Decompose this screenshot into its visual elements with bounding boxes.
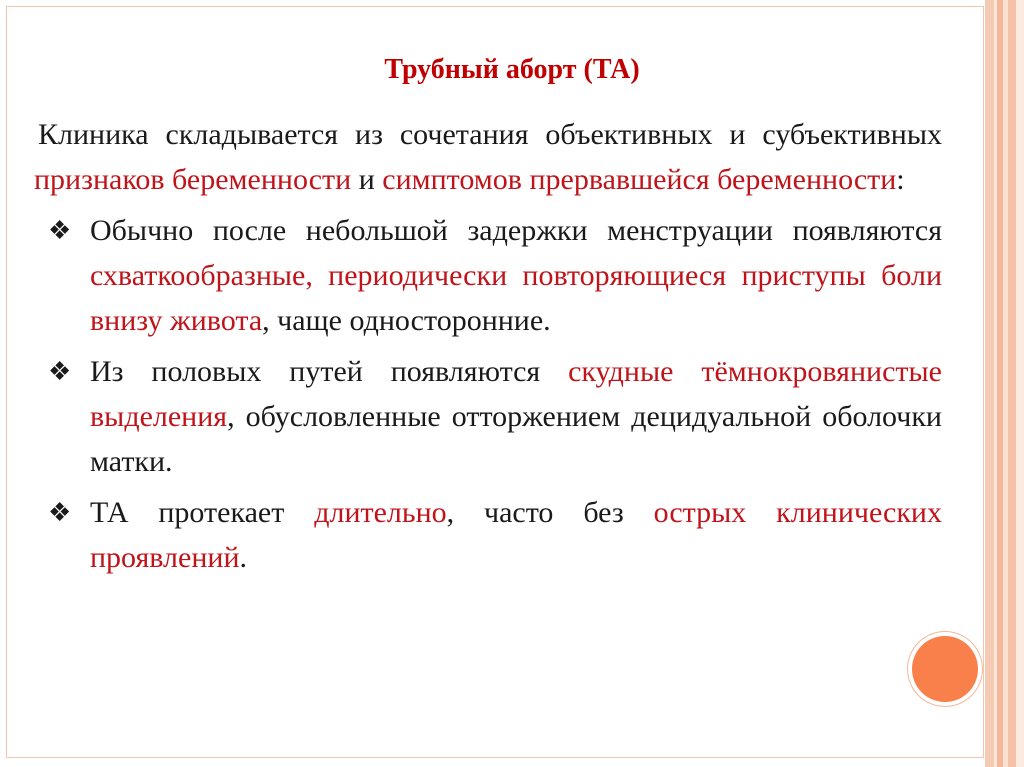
bullet-highlight: длительно — [314, 496, 447, 529]
slide-content — [34, 112, 942, 580]
decor-stripe — [1016, 0, 1024, 767]
diamond-bullet-icon: ❖ — [48, 498, 72, 527]
bullet-highlight: острых клинических проявлений — [90, 496, 942, 574]
diamond-bullet-icon: ❖ — [48, 357, 72, 386]
intro-highlight: признаков беременности — [34, 163, 352, 196]
diamond-bullet-icon: ❖ — [48, 216, 72, 245]
intro-text: : — [896, 163, 905, 196]
intro-paragraph — [34, 112, 942, 202]
bullet-text: , чаще односторонние. — [262, 304, 551, 337]
slide-title: Трубный аборт (ТА) — [384, 54, 640, 85]
bullet-text: Из половых путей появляются — [90, 355, 569, 388]
bullet-highlight: схваткообразные, периодически повторяющиеся приступы боли внизу живота — [90, 259, 942, 337]
bullet-item — [34, 208, 942, 343]
bullet-item — [34, 490, 942, 580]
bullet-item — [34, 349, 942, 484]
decor-stripe — [985, 0, 994, 767]
bullet-text: Обычно после небольшой задержки менструации появляются — [90, 214, 942, 247]
intro-text: Клиника складывается из сочетания объективных и субъективных — [38, 118, 942, 151]
bullet-text: ТА протекает — [90, 496, 315, 529]
bullet-text: , обусловленные отторжением децидуальной оболочки матки. — [90, 400, 942, 478]
decor-stripe — [1008, 0, 1016, 767]
bullet-text: . — [239, 541, 248, 574]
bullet-text: , часто без — [446, 496, 654, 529]
intro-highlight: симптомов прервавшейся беременности — [382, 163, 897, 196]
bullet-list — [34, 208, 942, 580]
intro-text: и — [351, 163, 383, 196]
decor-circle — [912, 636, 978, 702]
bullet-highlight: скудные тёмнокровянистые выделения — [90, 355, 942, 433]
